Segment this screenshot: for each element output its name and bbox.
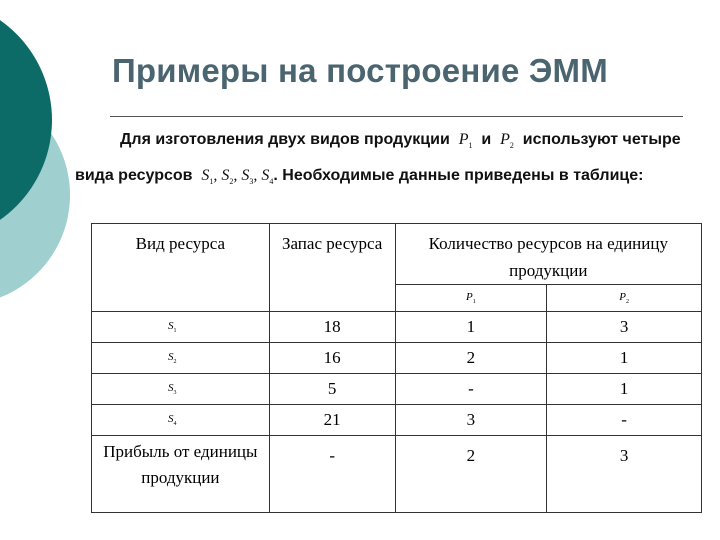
p2-value: - [547, 405, 702, 436]
table-header-row [92, 224, 702, 285]
product-symbol-2: $P_2$ [500, 131, 514, 151]
resource-s1: $S_1$ [92, 312, 270, 343]
resource-s4: $S_4$ [92, 405, 270, 436]
stock-value: 21 [269, 405, 395, 436]
p1-value: - [395, 374, 547, 405]
intro-line-2-end: . Необходимые данные приведены в таблице: [273, 167, 644, 184]
intro-line-1-text: Для изготовления двух видов продукции [120, 131, 450, 148]
profit-p1: 2 [395, 436, 547, 513]
profit-label: Прибыль от единицы продукции [92, 436, 270, 513]
stock-value: 18 [269, 312, 395, 343]
intro-and: и [481, 131, 492, 148]
product-symbol-1: $P_1$ [458, 131, 473, 151]
resource-s3: $S_3$ [92, 374, 270, 405]
stock-value: 5 [269, 374, 395, 405]
stock-value: 16 [269, 343, 395, 374]
profit-stock: - [269, 436, 395, 513]
profit-p2: 3 [547, 436, 702, 513]
profit-row [92, 436, 702, 513]
slide-title: Примеры на построение ЭММ [112, 52, 608, 89]
p1-value: 1 [395, 312, 547, 343]
table-row [92, 374, 702, 405]
p2-value: 3 [547, 312, 702, 343]
p1-value: 2 [395, 343, 547, 374]
resource-symbol-list: $S_1$, $S_2$, $S_3$, $S_4$ [201, 167, 274, 187]
header-stock: Запас ресурса [269, 224, 395, 312]
header-consumption: Количество ресурсов на единицу продукции [395, 224, 701, 285]
intro-line-1-end: используют четыре [522, 131, 681, 148]
resource-table [91, 223, 702, 513]
p1-value: 3 [395, 405, 547, 436]
header-resource-type: Вид ресурса [92, 224, 270, 312]
intro-line-2-start: вида ресурсов [75, 167, 193, 184]
resource-s2: $S_2$ [92, 343, 270, 374]
title-divider [110, 116, 683, 117]
intro-line-2 [75, 167, 643, 186]
table-row [92, 405, 702, 436]
table-row [92, 312, 702, 343]
p2-value: 1 [547, 374, 702, 405]
subheader-p2: $P_2$ [547, 285, 702, 312]
intro-line-1 [120, 131, 681, 150]
p2-value: 1 [547, 343, 702, 374]
subheader-p1: $P_1$ [395, 285, 547, 312]
table-row [92, 343, 702, 374]
